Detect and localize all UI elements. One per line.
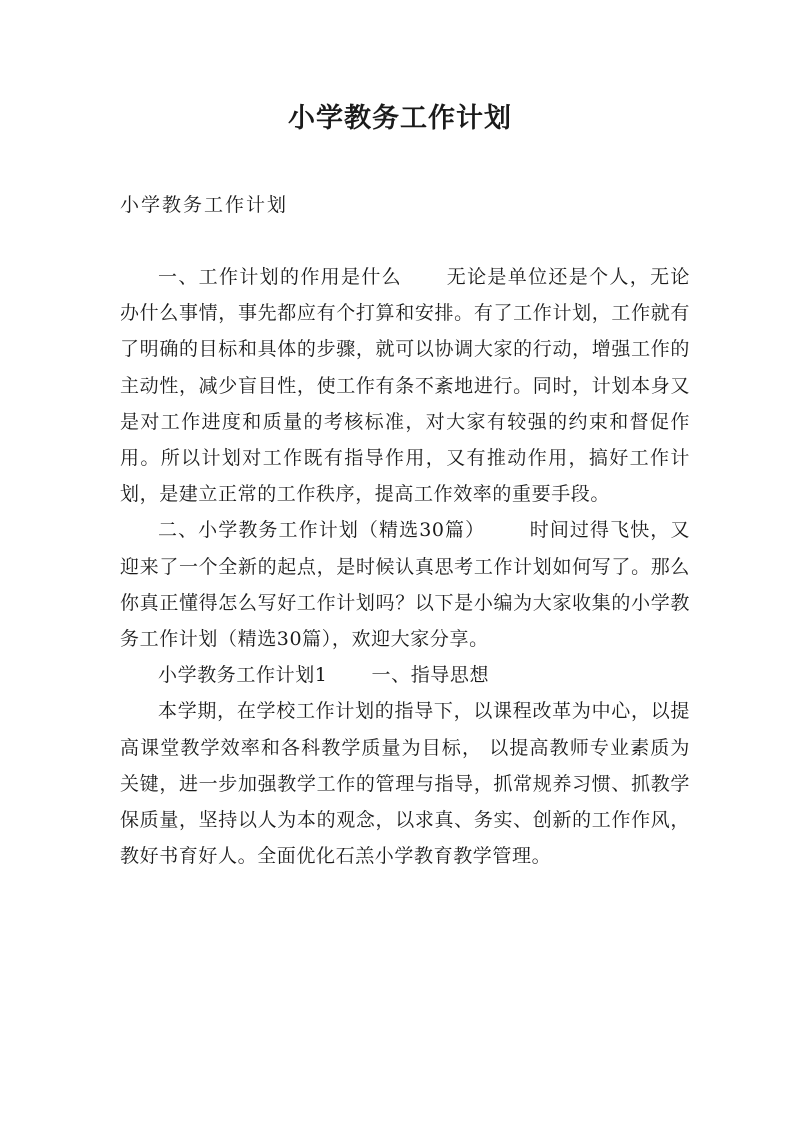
paragraph-heading: 小学教务工作计划1 — [158, 664, 328, 687]
paragraph-text: 无论是单位还是个人，无论办什么事情，事先都应有个打算和安排。有了工作计划，工作就有了明确的目标和具体的步骤，就可以协调大家的行动，增强工作的主动性，减少盲目性，使工作有条不紊地进行。同时，计划本身又是对工作进度和质量的考核标准，对大家有较强的约束和督促作用。所以计划对工作既有指导作用，又有推动作用，搞好工作计划，是建立正常的工作秩序，提高工作效率的重要手段。 — [120, 266, 690, 506]
paragraph-plan-1 — [120, 657, 690, 693]
paragraph-text: 一、指导思想 — [371, 664, 490, 687]
document-subtitle: 小学教务工作计划 — [120, 194, 289, 216]
paragraph-intro — [120, 512, 690, 657]
paragraph-text: 时间过得飞快，又迎来了一个全新的起点，是时候认真思考工作计划如何写了。那么你真正懂得怎么写好工作计划吗？以下是小编为大家收集的小学教务工作计划（精选30篇），欢迎大家分享。 — [120, 519, 690, 651]
document-title: 小学教务工作计划 — [288, 103, 512, 134]
document-body — [120, 259, 690, 874]
paragraph-text: 本学期，在学校工作计划的指导下，以课程改革为中心，以提高课堂教学效率和各科教学质量为目标， 以提高教师专业素质为关键，进一步加强教学工作的管理与指导，抓常规养习惯、抓教学保质量，坚持以人为本的观念，以求真、务实、创新的工作作风，教好书育好人。全面优化石羔小学教育教学管理。 — [120, 700, 690, 868]
paragraph-heading: 二、小学教务工作计划（精选30篇） — [158, 519, 486, 542]
paragraph-purpose — [120, 259, 690, 512]
paragraph-heading: 一、工作计划的作用是什么 — [158, 266, 402, 288]
paragraph-guiding-ideas — [120, 693, 690, 874]
